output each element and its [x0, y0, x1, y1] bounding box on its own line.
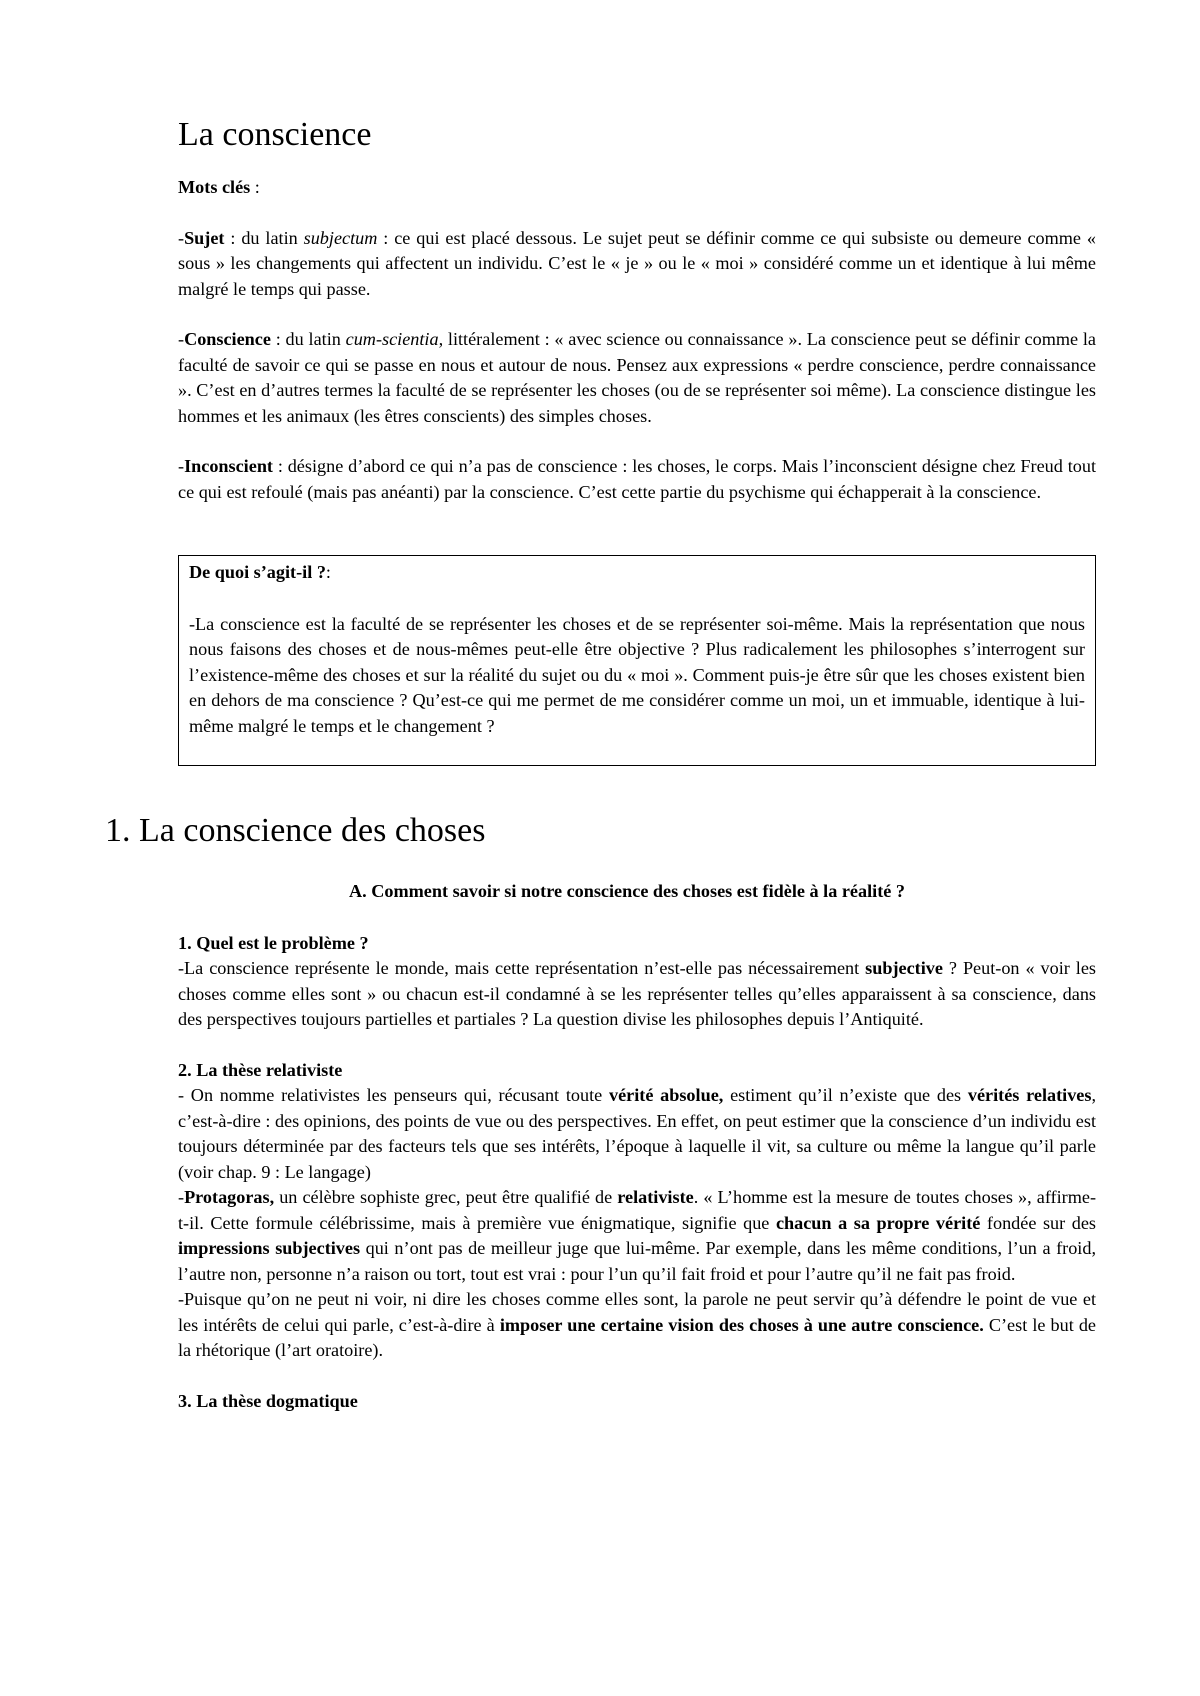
keywords-heading — [178, 175, 1096, 201]
text-run: -Puisque qu’on ne peut ni voir, ni dire les choses comme elles sont, la parole ne peut servir qu’à défendre le point de vue et les intérêts de celui qui parle, c’est-à-dire à — [178, 1289, 1096, 1335]
definition-text: : désigne d’abord ce qui n’a pas de conscience : les choses, le corps. Mais l’inconscient désigne chez Freud tout ce qui est refoulé (mais pas anéanti) par la conscience. C’est cette partie du psychisme qui échapperait à la conscience. — [178, 456, 1096, 502]
text-run: estiment qu’il n’existe que des — [723, 1085, 968, 1105]
dogmatic-heading: 3. La thèse dogmatique — [178, 1390, 358, 1411]
summary-box-title — [189, 560, 1085, 586]
relativist-paragraph-3 — [178, 1287, 1096, 1364]
definition-text: littéralement : « avec science ou connaissance ». La conscience peut se définir comme la faculté de savoir ce qui se passe en nous et autour de nous. Pensez aux expressions « perdre conscience, perdre connaissance ». C’est en d’autres termes la faculté de se représenter les choses (ou de se représenter soi même). La conscience distingue les hommes et les animaux (les êtres conscients) des simples choses. — [178, 329, 1096, 426]
definition-term-conscience: Conscience — [184, 329, 271, 349]
keywords-heading-suffix: : — [250, 177, 260, 197]
bold-run: imposer une certaine vision des choses à une autre conscience. — [499, 1314, 984, 1335]
problem-text — [178, 956, 1096, 1033]
relativist-paragraph-2 — [178, 1185, 1096, 1287]
text-run: - — [178, 1187, 185, 1207]
latin-term-cum-scientia: cum-scientia, — [345, 329, 444, 349]
problem-heading: 1. Quel est le problème ? — [178, 932, 369, 953]
text-run: qui n’ont pas de meilleur juge que lui-même. Par exemple, dans les même conditions, l’un a froid, l’autre non, personne n’a raison ou tort, tout est vrai : pour l’un qu’il fait froid et pour l’autre qu’il ne fait pas froid. — [178, 1238, 1096, 1284]
text-run: - On nomme relativistes les penseurs qui, récusant toute — [178, 1085, 609, 1105]
definition-prefix: - — [178, 227, 185, 248]
bold-run: subjective — [865, 958, 943, 978]
summary-box-text: -La conscience est la faculté de se représenter les choses et de se représenter soi-même. Mais la représentation que nous nous faisons des choses et de nous-mêmes peut-elle être objective ? Plus radicalement les philosophes s’interrogent sur l’existence-même des choses et sur la réalité du sujet ou du « moi ». Comment puis-je être sûr que les choses existent bien en dehors de ma conscience ? Qu’est-ce qui me permet de me considérer comme un moi, un et immuable, identique à lui-même malgré le temps et le changement ? — [189, 613, 1085, 736]
relativist-paragraph-1 — [178, 1083, 1096, 1185]
summary-box-title-label: De quoi s’agit-il ? — [189, 562, 326, 582]
relativist-block — [178, 1058, 1096, 1364]
keywords-heading-label: Mots clés — [178, 177, 251, 197]
text-run: -La conscience représente le monde, mais cette représentation n’est-elle pas nécessairement — [178, 958, 866, 978]
text-run: . « L’homme est la mesure de toutes choses », affirme-t-il. Cette formule célébrissime, mais à première vue énigmatique, signifie que — [178, 1187, 1096, 1233]
bold-run: vérités relatives — [967, 1085, 1092, 1105]
definition-prefix: - — [178, 456, 185, 476]
definition-term-sujet: Sujet — [184, 227, 225, 248]
bold-run: vérité absolue, — [608, 1085, 724, 1105]
definition-prefix: - — [178, 329, 185, 349]
definition-term-inconscient: Inconscient — [184, 456, 273, 476]
document-title: La conscience — [178, 116, 372, 153]
summary-box — [178, 555, 1096, 766]
problem-block — [178, 931, 1096, 1033]
bold-run: Protagoras, — [184, 1187, 275, 1207]
subsection-title: A. Comment savoir si notre conscience des choses est fidèle à la réalité ? — [349, 881, 905, 901]
section-title: 1. La conscience des choses — [105, 812, 486, 849]
definition-sujet — [178, 226, 1096, 303]
document-content — [105, 115, 1097, 1414]
relativist-heading: 2. La thèse relativiste — [178, 1059, 343, 1080]
latin-term-subjectum: subjectum — [303, 227, 378, 248]
definition-text: : du latin — [270, 329, 346, 349]
text-run: un célèbre sophiste grec, peut être qualifié de — [274, 1187, 618, 1207]
text-run: ? Peut-on « voir les choses comme elles sont » ou chacun est-il condamné à se les représenter telles qu’elles apparaissent à sa conscience, dans des perspectives toujours partielles et partiales ? La question divise les philosophes depuis l’Antiquité. — [178, 958, 1096, 1029]
definition-text: : ce qui est placé dessous. Le sujet peut se définir comme ce qui subsiste ou demeure comme « sous » les changements qui affectent un individu. C’est le « je » ou le « moi » considéré comme un et identique à lui même malgré le temps qui passe. — [178, 227, 1096, 299]
summary-box-title-suffix: : — [325, 562, 331, 582]
bold-run: chacun a sa propre vérité — [775, 1212, 981, 1233]
definition-text: : du latin — [224, 227, 304, 248]
bold-run: impressions subjectives — [178, 1238, 361, 1258]
definition-conscience — [178, 327, 1096, 429]
bold-run: relativiste — [617, 1187, 694, 1207]
text-run: C’est le but de la rhétorique (l’art oratoire). — [178, 1314, 1097, 1360]
definition-inconscient — [178, 454, 1096, 505]
text-run: fondée sur des — [980, 1212, 1097, 1233]
text-run: , c’est-à-dire : des opinions, des points de vue ou des perspectives. En effet, on peut estimer que la conscience d’un individu est toujours déterminée par des facteurs tels que ses intérêts, l’époque à laquelle il vit, sa culture ou même la langue qu’il parle (voir chap. 9 : Le langage) — [178, 1085, 1096, 1182]
